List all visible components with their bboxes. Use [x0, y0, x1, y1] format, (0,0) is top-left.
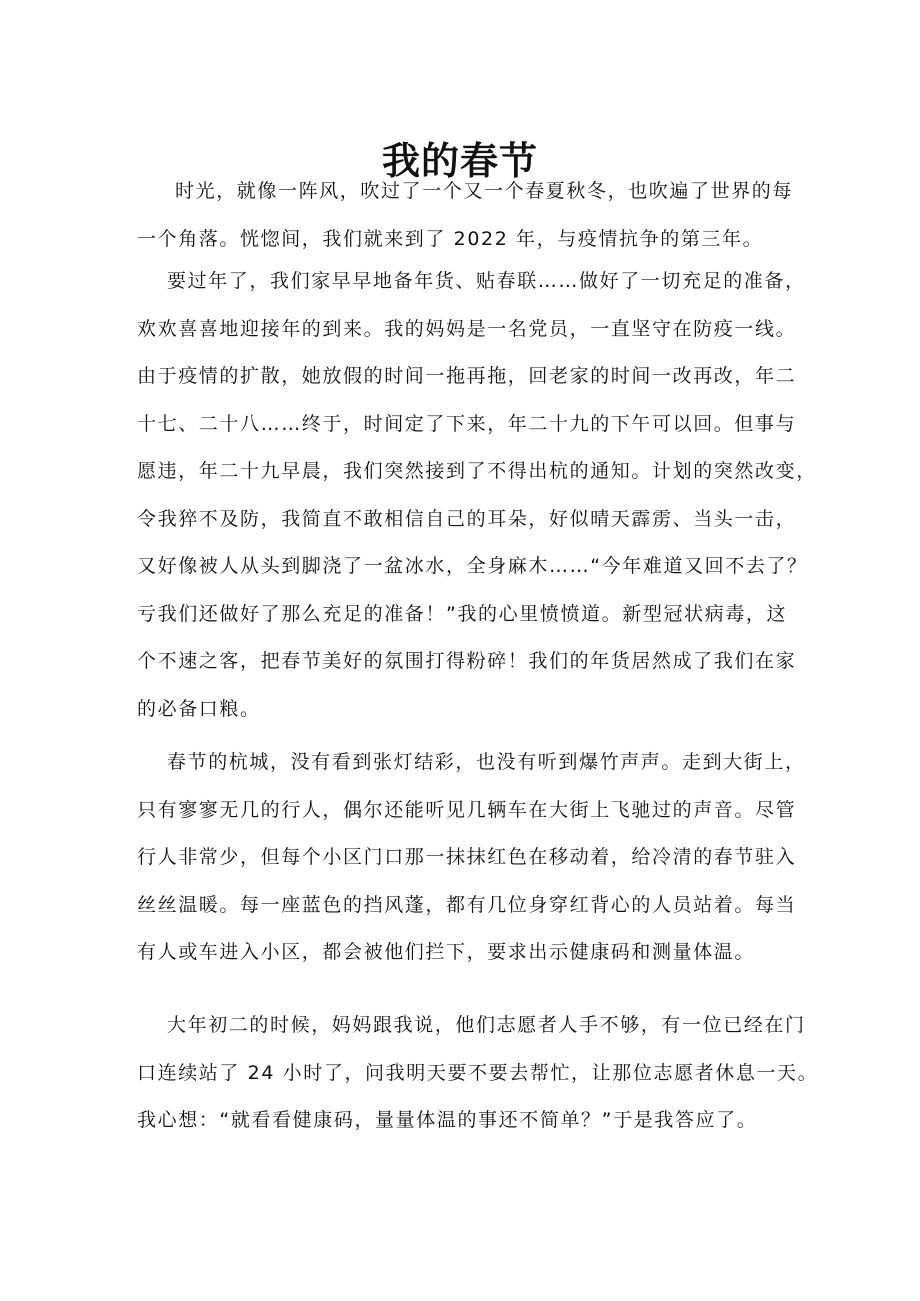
- paragraph-line: 有人或车进入小区，都会被他们拦下，要求出示健康码和测量体温。: [137, 941, 756, 963]
- paragraph-line: 令我猝不及防，我简直不敢相信自己的耳朵，好似晴天霹雳、当头一击，: [137, 507, 797, 530]
- paragraph-line: 又好像被人从头到脚浇了一盆冰水，全身麻木……“今年难道又回不去了？: [137, 555, 808, 577]
- page-title: 我的春节: [381, 139, 538, 184]
- paragraph-line: 春节的杭城，没有看到张灯结彩，也没有听到爆竹声声。走到大街上，: [167, 751, 806, 773]
- paragraph-line: 口连续站了 24 小时了，问我明天要不要去帮忙，让那位志愿者休息一天。: [137, 1061, 819, 1084]
- paragraph-line: 十七、二十八……终于，时间定了下来，年二十九的下午可以回。但事与: [137, 412, 797, 435]
- paragraph-line: 我心想：“就看看健康码，量量体温的事还不简单？”于是我答应了。: [137, 1109, 758, 1131]
- paragraph-line: 大年初二的时候，妈妈跟我说，他们志愿者人手不够，有一位已经在门: [167, 1014, 806, 1036]
- paragraph-3: [137, 739, 807, 977]
- paragraph-line: 要过年了，我们家早早地备年货、贴春联……做好了一切充足的准备，: [167, 270, 806, 292]
- paragraph-line: 只有寥寥无几的行人，偶尔还能听见几辆车在大街上飞驰过的声音。尽管: [137, 798, 797, 821]
- paragraph-line: 愿违，年二十九早晨，我们突然接到了不得出杭的通知。计划的突然改变，: [137, 460, 817, 482]
- paragraph-line: 个不速之客，把春节美好的氛围打得粉碎！我们的年货居然成了我们在家: [137, 650, 797, 672]
- paragraph-line: 欢欢喜喜地迎接年的到来。我的妈妈是一名党员，一直坚守在防疫一线。: [137, 317, 797, 340]
- paragraph-line: 的必备口粮。: [137, 697, 261, 720]
- paragraph-1: [137, 168, 807, 263]
- paragraph-line: 时光，就像一阵风，吹过了一个又一个春夏秋冬，也吹遍了世界的每: [175, 180, 794, 202]
- paragraph-4: [137, 1002, 819, 1145]
- paragraph-line: 行人非常少，但每个小区门口那一抹抹红色在移动着，给冷清的春节驻入: [137, 846, 797, 868]
- paragraph-2: [137, 258, 817, 733]
- paragraph-line: 由于疫情的扩散，她放假的时间一拖再拖，回老家的时间一改再改，年二: [137, 365, 797, 387]
- paragraph-line: 亏我们还做好了那么充足的准备！”我的心里愤愤道。新型冠状病毒，这: [137, 602, 788, 625]
- paragraph-line: 一个角落。恍惚间，我们就来到了 2022 年，与疫情抗争的第三年。: [137, 227, 764, 250]
- paragraph-line: 丝丝温暖。每一座蓝色的挡风蓬，都有几位身穿红背心的人员站着。每当: [137, 893, 797, 916]
